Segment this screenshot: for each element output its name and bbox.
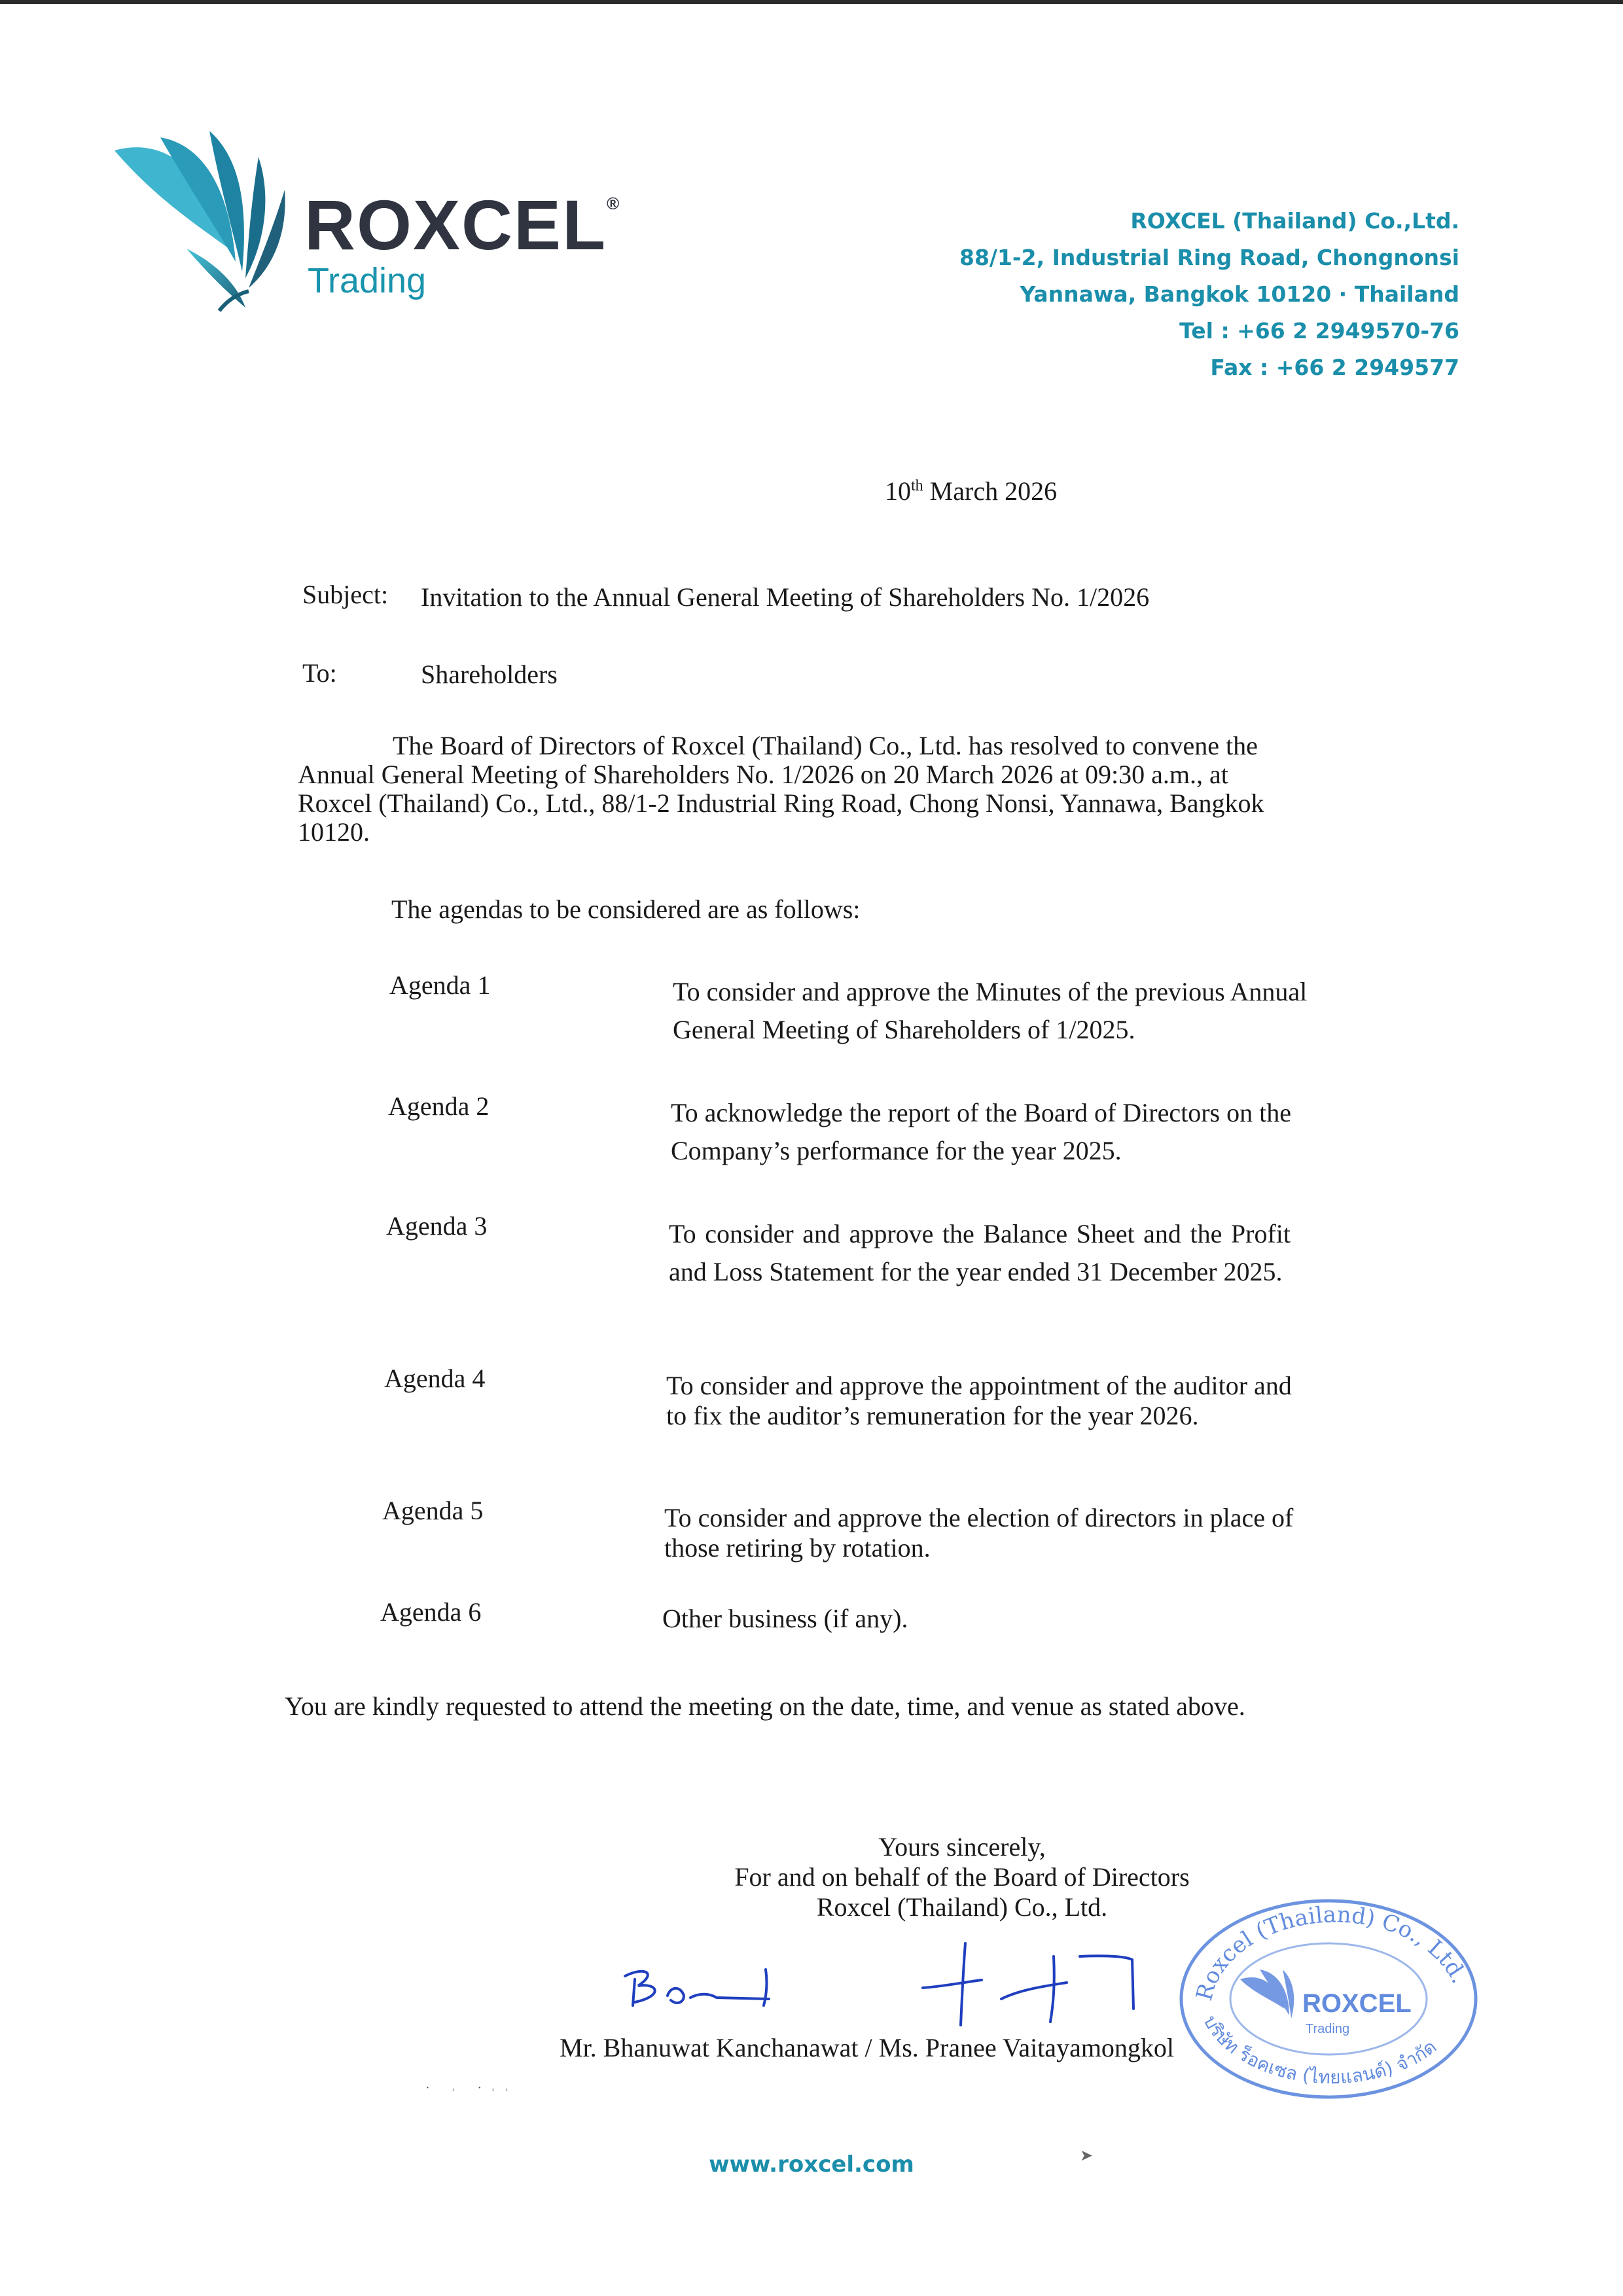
logo-subtitle: Trading: [308, 261, 427, 300]
letter-date: 10th March 2026: [885, 476, 1058, 506]
agenda-2-label: Agenda 2: [388, 1091, 490, 1121]
scan-top-edge: [0, 0, 1623, 4]
agenda-3-label: Agenda 3: [386, 1211, 488, 1241]
stamp-wing-icon: [1240, 1969, 1294, 2019]
company-logo: [115, 131, 621, 314]
svg-text:ROXCEL: ROXCEL: [1302, 1989, 1412, 2018]
agenda-5-text: To consider and approve the election of directors in place of those retiring by rotation.: [664, 1503, 1294, 1563]
subject-label: Subject:: [302, 580, 389, 609]
agenda-1-text: To consider and approve the Minutes of the previous Annual General Meeting of Shareholders of 1/2025.: [673, 977, 1308, 1044]
signatories: Mr. Bhanuwat Kanchanawat / Ms. Pranee Vaitayamongkol: [560, 2033, 1175, 2062]
to-text: Shareholders: [421, 660, 558, 689]
telephone: Tel : +66 2 2949570-76: [1179, 318, 1459, 344]
intro-paragraph: The Board of Directors of Roxcel (Thailand) Co., Ltd. has resolved to convene the Annual General Meeting of Shareholders No. 1/2026 on 20 March 2026 at 09:30 a.m., at Roxcel (Thailand) Co., Ltd., 88/1-2 Industrial Ring Road, Chong Nonsi, Yannawa, Bangkok 10120.: [298, 731, 1264, 847]
svg-text:Trading: Trading: [1306, 2022, 1350, 2036]
closing-salutation: Yours sincerely,: [878, 1832, 1046, 1862]
logo-wordmark: ROXCEL®: [304, 185, 621, 264]
cursor-icon: ➤: [1080, 2147, 1094, 2164]
to-label: To:: [302, 658, 337, 688]
closing-behalf: For and on behalf of the Board of Directors: [734, 1862, 1190, 1892]
svg-text:Roxcel (Thailand) Co., Ltd.: Roxcel (Thailand) Co., Ltd.: [1191, 1901, 1473, 2004]
agenda-6-text: Other business (if any).: [662, 1604, 908, 1633]
agenda-4-text: To consider and approve the appointment of the auditor and to fix the auditor’s remuneration for the year 2026.: [666, 1371, 1292, 1430]
agendas-intro: The agendas to be considered are as follows:: [391, 894, 861, 924]
scan-specks: · ˒ ·˒˒: [425, 2081, 518, 2095]
footer-website: www.roxcel.com: [709, 2151, 914, 2178]
signature-2: [916, 1937, 1152, 2028]
agenda-6-label: Agenda 6: [380, 1597, 482, 1627]
agenda-2-text: To acknowledge the report of the Board of Directors on the Company’s performance for the year 2025.: [671, 1098, 1291, 1165]
subject-text: Invitation to the Annual General Meeting of Shareholders No. 1/2026: [421, 582, 1150, 612]
agenda-1-label: Agenda 1: [389, 970, 491, 1000]
closing-company: Roxcel (Thailand) Co., Ltd.: [816, 1892, 1108, 1922]
company-name: ROXCEL (Thailand) Co.,Ltd.: [1130, 208, 1459, 234]
agenda-5-label: Agenda 5: [382, 1496, 484, 1525]
signature-1: [618, 1960, 815, 2025]
registered-mark: ®: [607, 194, 621, 213]
agenda-4-label: Agenda 4: [384, 1364, 486, 1393]
address-line-1: 88/1-2, Industrial Ring Road, Chongnonsi: [959, 245, 1459, 270]
company-address-block: [959, 203, 1459, 386]
wing-feather-icon: [115, 131, 298, 314]
address-line-2: Yannawa, Bangkok 10120 · Thailand: [1020, 281, 1459, 307]
company-stamp: [1168, 1888, 1489, 2104]
svg-text:บริษัท ร็อคเซล (ไทยแลนด์) จำกั: บริษัท ร็อคเซล (ไทยแลนด์) จำกัด: [1199, 2011, 1441, 2089]
fax: Fax : +66 2 2949577: [1210, 355, 1459, 380]
attendance-request: You are kindly requested to attend the meeting on the date, time, and venue as stated above.: [285, 1691, 1245, 1721]
agenda-3-text: To consider and approve the Balance Sheet and the Profit and Loss Statement for the year ended 31 December 2025.: [669, 1219, 1291, 1286]
